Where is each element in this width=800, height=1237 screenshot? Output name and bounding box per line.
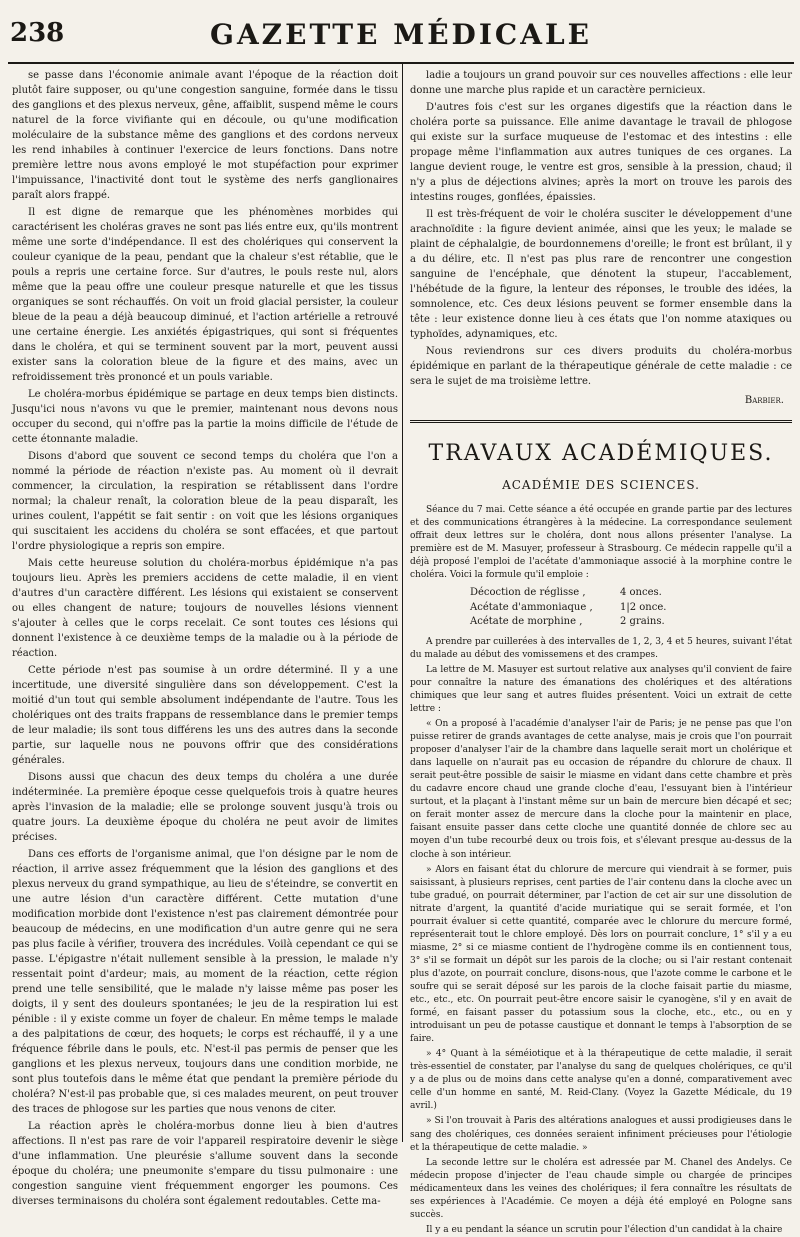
paragraph: Cette période n'est pas soumise à un ordre déterminé. Il y a une incertitude, une diversité singulière dans son développement. C'est la moitié d'un tout qui semble absolument indépendante de l'autre. Tous les cholériques ont des traits frappans de ressemblance dans le premier temps de leur maladie; ils sont tous différens les uns des autres dans la seconde partie, sur laquelle nous ne pouvons offrir que des considérations générales. <box>12 665 398 766</box>
paragraph: Dans ces efforts de l'organisme animal, que l'on désigne par le nom de réaction, il arrive assez fréquemment que la lésion des ganglions et des plexus nerveux du grand sympathique, au lieu de s'éteindre, se convertit en une autre lésion d'un caractère différent. Cette mutation d'une modification morbide dont l'existence n'est pas clairement démontrée pour beaucoup de médecins, en une modification d'un autre genre qui ne sera pas plus facile à vérifier, trouvera des incrédules. Voilà cependant ce qui se passe. L'épigastre n'était nullement sensible à la pression, le malade n'y ressentait point d'ardeur; mais, au moment de la réaction, cette région prend une telle sensibilité, que le malade n'y laisse même pas poser les doigts, il y sent des douleurs spontanées; le jeu de la respiration lui est pénible : il y existe comme un foyer de chaleur. En même temps le malade a des palpitations de cœur, des hoquets; le corps est réchauffé, il y a une fréquence fébrile dans le pouls, etc. N'est-il pas permis de penser que les ganglions et les plexus nerveux, toujours dans une condition morbide, ne sont plus toutefois dans le même état que pendant la première période du choléra? N'est-il pas probable que, si ces malades meurent, on peut trouver des traces de phlogose sur les parties que nous venons de citer. <box>12 849 398 1115</box>
quoted-paragraph: » Si l'on trouvait à Paris des altérations analogues et aussi prodigieuses dans le sang des cholériques, ces données seraient infiniment précieuses pour l'étiologie et la thérapeutique de cette maladie. » <box>410 1116 792 1153</box>
newspaper-page <box>8 6 794 1235</box>
formula-ingredient: Décoction de réglisse , <box>470 587 586 599</box>
paragraph: La seconde lettre sur le choléra est adressée par M. Chanel des Andelys. Ce médecin propose d'injecter de l'eau chaude simple ou chargée de principes médicamenteux dans les veines des cholériques; il fera connaître les résultats de ses expériences à l'Académie. Ce moyen a déjà été employé en Pologne sans succès. <box>410 1157 792 1220</box>
paragraph: La réaction après le choléra-morbus donne lieu à bien d'autres affections. Il n'est pas rare de voir l'appareil respiratoire devenir le siège d'une inflammation. Une pleurésie s'allume souvent dans la seconde époque du choléra; une pneumonite s'empare du tissu pulmonaire : une congestion sanguine vient fréquemment engorger les poumons. Ces diverses terminaisons du choléra sont également redoutables. Cette ma- <box>12 1121 398 1207</box>
column-divider <box>402 64 403 1142</box>
formula-ingredient: Acétate d'ammoniaque , <box>470 601 593 613</box>
formula-quantity: 2 grains. <box>620 616 665 628</box>
paragraph: Nous reviendrons sur ces divers produits du choléra-morbus épidémique en parlant de la thérapeutique générale de cette maladie : ce sera le sujet de ma troisième lettre. <box>410 346 792 387</box>
paragraph: Il est digne de remarque que les phénomènes morbides qui caractérisent les choléras graves ne sont pas liés entre eux, qu'ils montrent même une sorte d'indépendance. Il est des cholériques qui conservent la couleur cyanique de la peau, pendant que la chaleur s'est rétablie, que le pouls a repris une certaine force. Sur d'autres, le pouls reste nul, alors même que la peau offre une couleur presque naturelle et que les tissus organiques se sont réchauffés. On voit un froid glacial persister, la couleur bleue de la peau a déjà beaucoup diminué, et l'action artérielle a retrouvé une certaine énergie. Les anxiétés épigastriques, qui sont si fréquentes dans le choléra, et qui se terminent souvent par la mort, peuvent aussi exister sans la coloration bleue de la figure et des mains, avec un refroidissement très prononcé et un pouls variable. <box>12 207 398 383</box>
academy-report <box>410 504 792 1237</box>
paragraph: se passe dans l'économie animale avant l'époque de la réaction doit plutôt faire supposer, ou qu'une congestion sanguine, formée dans le tissu des ganglions et des plexus nerveux, gêne, affaiblit, suspend même le cours naturel de la force vivifiante qui en découle, ou qu'une modification moléculaire de la substance même des ganglions et des cordons nerveux les rend inhabiles à continuer l'exercice de leurs fonctions. Dans notre première lettre nous avons employé le mot stupéfaction pour exprimer l'impuissance, l'inactivité dont tout le système des nerfs ganglionaires paraît alors frappé. <box>12 70 398 201</box>
right-column <box>410 68 792 1235</box>
formula-ingredient: Acétate de morphine , <box>470 616 583 628</box>
formula-quantity: 4 onces. <box>620 587 662 599</box>
paragraph: Disons d'abord que souvent ce second temps du choléra que l'on a nommé la période de réaction n'existe pas. Au moment où il devrait commencer, la circulation, la respiration se rétablissent dans l'ordre normal; la chaleur renaît, la coloration bleue de la peau disparaît, les urines coulent, l'appétit se fait sentir : on voit que les lésions organiques qui suscitaient les accidens du choléra se sont effacées, et que partout l'ordre physiologique a repris son empire. <box>12 451 398 552</box>
paragraph: La lettre de M. Masuyer est surtout relative aux analyses qu'il convient de faire pour connaître la nature des émanations des cholériques et des altérations chimiques que leur sang et autres fluides présentent. Voici un extrait de cette lettre : <box>410 664 792 715</box>
formula-row <box>470 586 792 601</box>
paragraph: Il est très-fréquent de voir le choléra susciter le développement d'une arachnoïdite : la figure devient animée, ainsi que les yeux; le malade se plaint de céphalalgie, de bourdonnemens d'oreille; le front est brûlant, il y a du délire, etc. Il n'est pas plus rare de rencontrer une congestion sanguine de l'encéphale, que dénotent la stupeur, l'accablement, l'hébétude de la figure, la lenteur des réponses, le trouble des idées, la somnolence, etc. Ces deux lésions peuvent se former ensemble dans la tête : leur existence donne lieu à ces états que l'on nomme ataxiques ou typhoïdes, adynamiques, etc. <box>410 209 792 340</box>
page-number: 238 <box>10 18 65 48</box>
formula-row <box>470 601 792 616</box>
subsection-title: ACADÉMIE DES SCIENCES. <box>502 478 700 492</box>
paragraph: Le choléra-morbus épidémique se partage en deux temps bien distincts. Jusqu'ici nous n'avons vu que le premier, maintenant nous devons nous occuper du second, qui n'offre pas la partie la moins difficile de l'étude de cette étonnante maladie. <box>12 389 398 445</box>
paragraph: ladie a toujours un grand pouvoir sur ces nouvelles affections : elle leur donne une marche plus rapide et un caractère pernicieux. <box>410 70 792 96</box>
quoted-paragraph: « On a proposé à l'académie d'analyser l'air de Paris; je ne pense pas que l'on puisse retirer de grands avantages de cette analyse, mais je crois que l'on pourrait proposer d'analyser l'air de la chambre dans laquelle serait mort un cholérique et dans laquelle on n'aurait pas eu occasion de répandre du chlorure de chaux. Il serait peut-être possible de saisir le miasme en vidant dans cette chambre et près du cadavre encore chaud une grande cloche d'eau, l'essuyant bien à l'intérieur surtout, et la plaçant à l'instant même sur un bain de mercure bien décapé et sec; on ferait monter assez de mercure dans la cloche pour la maintenir en place, faisant ensuite passer dans cette cloche une quantité donnée de chlore sec au moyen d'un tube recourbé deux ou trois fois, et s'élevant presque au-dessus de la cloche à son intérieur. <box>410 719 792 860</box>
section-title: TRAVAUX ACADÉMIQUES. <box>428 441 774 466</box>
quoted-paragraph: » Alors en faisant état du chlorure de mercure qui viendrait à se former, puis saisissant, à plusieurs reprises, cent parties de l'air contenu dans la cloche avec un tube gradué, on pourrait déterminer, par l'action de cet air sur une dissolution de nitrate d'argent, la quantité d'acide muriatique qui se serait formée, et l'on pourrait évaluer si cette quantité, comparée avec le chlorure du mercure formé, représenterait tout le chlore employé. Dès lors on pourrait conclure, 1° s'il y a eu miasme, 2° si ce miasme contient de l'hydrogène comme ils en contiennent tous, 3° s'il se formait un dépôt sur les parois de la cloche; ou si l'air restant contenait plus d'azote, on pourrait conclure, disons-nous, que l'azote comme le carbone et le soufre qui se serait déposé sur les parois de la cloche faisait partie du miasme, etc., etc., etc. On pourrait peut-être encore saisir le cyanogène, s'il y en avait de formé, en faisant passer du potassium sous la cloche, etc., etc., ou en y introduisant un peu de potasse caustique et donnant le temps à l'absorption de se faire. <box>410 864 792 1045</box>
paragraph: D'autres fois c'est sur les organes digestifs que la réaction dans le choléra porte sa puissance. Elle anime davantage le travail de phlogose qui existe sur la surface muqueuse de l'estomac et des intestins : elle propage même l'inflammation aux autres tuniques de ces organes. La langue devient rouge, le ventre est gros, sensible à la pression, chaud; il n'y a plus de déjections alvines; après la mort on trouve les parois des intestins rouges, gonflées, épaissies. <box>410 102 792 203</box>
paragraph: A prendre par cuillerées à des intervalles de 1, 2, 3, 4 et 5 heures, suivant l'état du malade au début des vomissemens et des crampes. <box>410 636 792 660</box>
paragraph: Séance du 7 mai. Cette séance a été occupée en grande partie par des lectures et des communications étrangères à la médecine. La correspondance seulement offrait deux lettres sur le choléra, dont nous allons présenter l'analyse. La première est de M. Masuyer, professeur à Strasbourg. Ce médecin rappelle qu'il a déjà proposé l'emploi de l'acétate d'ammoniaque associé à la morphine contre le choléra. Voici la formule qu'il emploie : <box>410 505 792 581</box>
quoted-paragraph: » 4° Quant à la séméiotique et à la thérapeutique de cette maladie, il serait très-essentiel de constater, par l'analyse du sang de quelques cholériques, ce qu'il y a de plus ou de moins dans cette analyse qu'en a donné, comparativement avec celle d'un homme en santé, M. Reid-Clany. (Voyez la Gazette Médicale, du 19 avril.) <box>410 1049 792 1112</box>
author-signature: Barbier. <box>744 395 784 406</box>
formula-table <box>470 586 792 630</box>
paragraph: Disons aussi que chacun des deux temps du choléra a une durée indéterminée. La première époque cesse quelquefois trois à quatre heures après l'invasion de la maladie; elle se prolonge souvent jusqu'à trois ou quatre jours. La deuxième époque du choléra ne peut avoir de limites précises. <box>12 772 398 843</box>
formula-quantity: 1|2 once. <box>620 601 667 613</box>
journal-title: GAZETTE MÉDICALE <box>210 18 592 51</box>
page-header <box>8 6 794 64</box>
paragraph: Il y a eu pendant la séance un scrutin pour l'élection d'un candidat à la chaire <box>426 1224 783 1235</box>
paragraph: Mais cette heureuse solution du choléra-morbus épidémique n'a pas toujours lieu. Après les premiers accidens de cette maladie, il en vient d'autres d'un caractère différent. Les lésions qui existaient se conservent ou elles changent de nature; toujours de nouvelles lésions viennent s'ajouter à celles que le corps recelait. Ce sont toutes ces lésions qui donnent l'existence à ce deuxième temps de la maladie ou à la période de réaction. <box>12 558 398 659</box>
formula-row <box>470 615 792 630</box>
section-divider <box>410 420 792 423</box>
left-column <box>12 68 398 1207</box>
